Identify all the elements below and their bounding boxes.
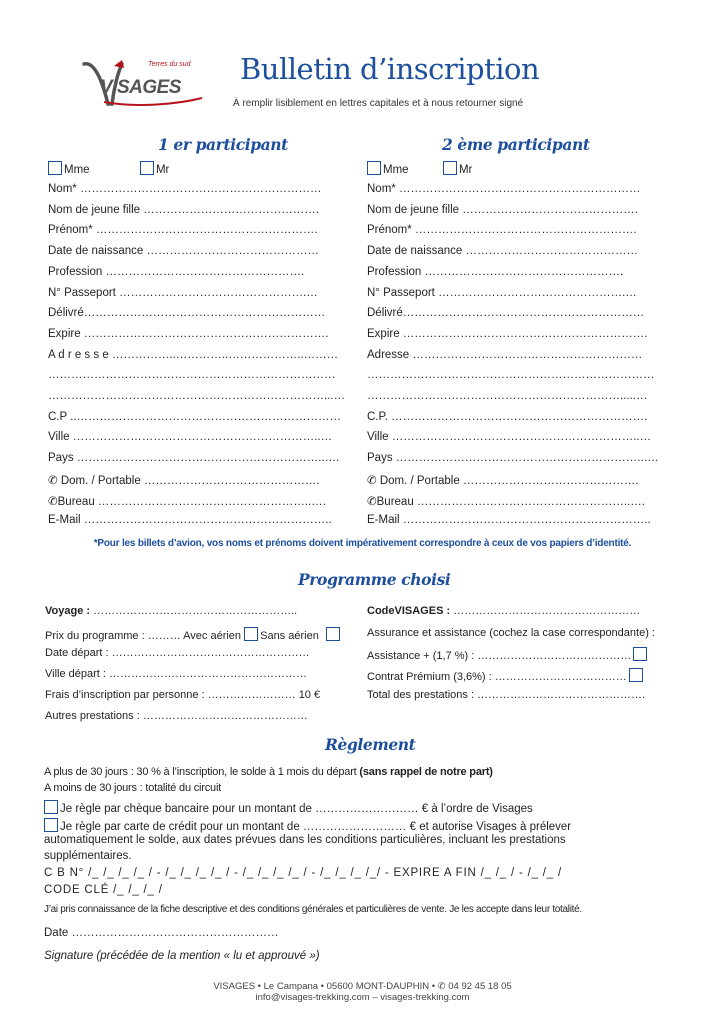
carte-label: Je règle par carte de crédit pour un montant de ……………………… € et autorise Visages à prélever [60,821,572,833]
form-field[interactable]: A d r e s s e ……………..…………..………………..……… [48,348,339,361]
p2-mr-checkbox[interactable] [443,161,457,175]
form-field[interactable]: Nom de jeune fille ………………………………………. [48,203,319,216]
card-number-field[interactable]: C B N° /_ /_ /_ /_ / - /_ /_ /_ /_ / - /_ /_ /_ /_ / - /_ /_ /_ /_/ - EXPIRE A FIN /_ /_ / - /_ /_ / [44,867,562,879]
form-field[interactable]: C.P. …………………………………………………………. [367,410,648,423]
form-field[interactable]: ✆Bureau ………………………………………………..…. [48,495,326,508]
voyage-field[interactable] [45,605,357,617]
form-field[interactable]: ………………………………………………………….....… [367,390,648,402]
code-cle-field[interactable]: CODE CLÉ /_ /_ /_ / [44,884,163,896]
form-field[interactable]: Date de naissance ……………………………………… [48,245,319,258]
frais-inscription-field: Frais d’inscription par personne : …………………… 10 € [45,689,321,701]
form-field[interactable]: Expire ………………………………………………………. [367,327,648,340]
voyage-label: Voyage : [45,605,91,617]
footer-address: VISAGES • Le Campana • 05600 MONT-DAUPHIN • ✆ 04 92 45 18 05 [213,981,512,992]
assistance-field[interactable] [367,647,685,662]
form-field[interactable]: Profession ……………………………………………. [48,265,305,278]
form-field[interactable]: Profession ……………………………………………. [367,265,624,278]
form-field[interactable]: E-Mail ……………………………………………………….. [367,514,651,527]
form-field[interactable]: ✆ Dom. / Portable ………………………………………. [48,474,320,487]
voyage-dots: ……………………………………………….. [93,605,298,617]
form-field[interactable]: Adresse …………………………………………………… [367,348,643,361]
payment-terms-30minus: A moins de 30 jours : totalité du circuit [44,782,222,794]
logo-wordmark: VISAGES [100,77,181,98]
autres-prestations-field[interactable]: Autres prestations : ……………………………………… [45,710,308,722]
prix-programme-field[interactable] [45,627,365,642]
page-title: Bulletin d’inscription [240,52,540,86]
signature-field[interactable]: Signature (précédée de la mention « lu et approuvé ») [44,950,320,962]
form-field[interactable]: E-Mail ……………………………………………………….. [48,514,332,527]
date-field[interactable]: Date ……………………………………………… [44,927,279,939]
carte-checkbox[interactable] [44,818,58,832]
form-field[interactable]: Prénom* …………………………………………………. [48,224,318,237]
terms-bold: (sans rappel de notre part) [359,766,493,778]
sans-aerien-checkbox[interactable] [326,627,340,641]
footer-contact: info@visages-trekking.com – visages-trekking.com [255,992,470,1003]
carte-text-3: supplémentaires. [44,850,132,862]
form-field[interactable]: Nom* ……………………………………………………… [367,183,641,195]
form-field[interactable]: N° Passeport ………………………………………….… [367,286,637,299]
code-label: CodeVISAGES : [367,605,451,617]
total-prestations-field[interactable]: Total des prestations : ………………………………………. [367,689,646,701]
p1-mme-checkbox[interactable] [48,161,62,175]
mr-label: Mr [155,164,170,176]
form-field[interactable]: Délivré……………………………………………………… [367,307,645,320]
form-field[interactable]: Ville ………………………………………………………..… [367,431,652,444]
page-subtitle: À remplir lisiblement en lettres capitales et à nous retourner signé [233,98,524,109]
cheque-checkbox[interactable] [44,800,58,814]
form-field[interactable]: ………………………………………………………………… [48,369,336,382]
p2-civility [367,161,472,176]
premium-checkbox[interactable] [629,668,643,682]
form-field[interactable]: N° Passeport ………………………………………….… [48,286,318,299]
prix-label: Prix du programme : ……… Avec aérien [45,630,242,642]
form-field[interactable]: Délivré……………………………………………………… [48,307,326,320]
mr-label: Mr [458,164,473,176]
code-visages-field[interactable] [367,605,682,617]
premium-field[interactable] [367,668,685,683]
p1-civility [48,161,169,176]
date-depart-field[interactable]: Date départ : ……………………………………………… [45,647,310,659]
cheque-label: Je règle par chèque bancaire pour un montant de ……………………… € à l’ordre de Visages [60,803,533,815]
assurance-label: Assurance et assistance (cochez la case correspondante) : [367,627,655,639]
p2-mme-checkbox[interactable] [367,161,381,175]
payment-terms-30plus [44,766,493,778]
p1-mr-checkbox[interactable] [140,161,154,175]
code-dots: …………………………………………… [453,605,641,617]
cheque-option[interactable] [44,800,533,815]
form-field[interactable]: C.P ..…………………………………………………………… [48,410,342,423]
logo-tagline: Terres du sud [148,61,191,68]
form-field[interactable]: ………………………………………………………………...… [48,390,346,402]
passport-note: *Pour les billets d’avion, vos noms et prénoms doivent impérativement correspondre à ceux de vos papiers d’identité. [93,538,632,549]
programme-heading: Programme choisi [298,570,451,589]
form-field[interactable]: Expire ………………………………………………………. [48,327,329,340]
reglement-heading: Règlement [325,735,416,754]
mme-label: Mme [383,164,409,176]
assistance-label: Assistance + (1,7 %) : …………………………………… [367,650,632,662]
form-field[interactable]: Pays ………………………………………………………..…. [367,452,659,465]
assistance-checkbox[interactable] [633,647,647,661]
sans-aerien-label: Sans aérien [260,630,319,642]
participant-2-heading: 2 ème participant [442,135,590,154]
carte-option[interactable] [44,818,571,833]
form-field[interactable]: ………………………………………………………………… [367,369,655,382]
participant-1-heading: 1 er participant [158,135,288,154]
acceptance-text: J’ai pris connaissance de la fiche descriptive et des conditions générales et particulières de vente. Je les accepte dans leur totalité. [44,904,582,915]
form-field[interactable]: Pays ………………………………………………………..…. [48,452,340,465]
form-field[interactable]: Date de naissance ……………………………………… [367,245,638,258]
form-field[interactable]: ✆Bureau ………………………………………………..…. [367,495,645,508]
carte-text-2: automatiquement le solde, aux dates prévues dans les conditions particulières, incluant les prestations [44,834,566,846]
mme-label: Mme [64,164,90,176]
form-field[interactable]: Nom* ……………………………………………………… [48,183,322,195]
form-field[interactable]: ✆ Dom. / Portable ………………………………………. [367,474,639,487]
form-field[interactable]: Ville ………………………………………………………..… [48,431,333,444]
premium-label: Contrat Prémium (3,6%) : ……………………………… [367,671,627,683]
terms-text: A plus de 30 jours : 30 % à l’inscription, le solde à 1 mois du départ [44,766,360,778]
form-field[interactable]: Prénom* …………………………………………………. [367,224,637,237]
ville-depart-field[interactable]: Ville départ : ……………………………………………… [45,668,308,680]
avec-aerien-checkbox[interactable] [244,627,258,641]
form-field[interactable]: Nom de jeune fille ………………………………………. [367,203,638,216]
